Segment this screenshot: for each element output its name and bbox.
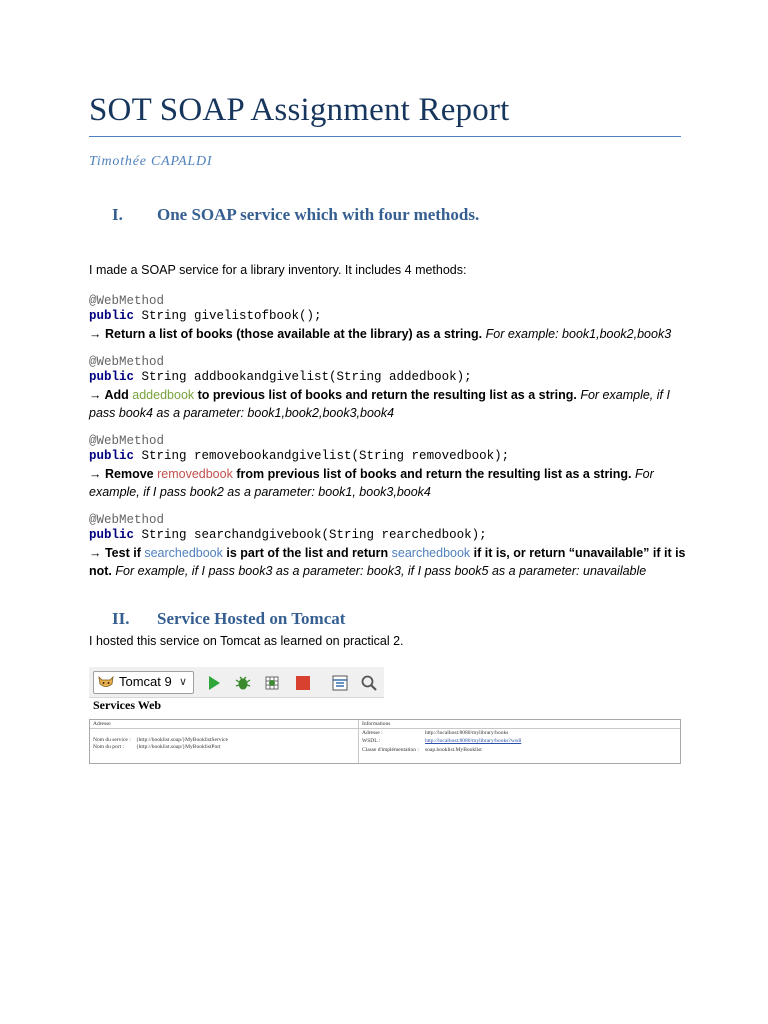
method-4-keyword: public (89, 528, 135, 542)
method-4-signature-text: String searchandgivebook(String rearchedbook); (134, 528, 487, 542)
section-1-heading (112, 205, 479, 225)
section-1-number: I. (112, 205, 123, 224)
method-4-param-highlight-1: searchedbook (144, 546, 223, 560)
services-table (89, 719, 681, 764)
arrow-icon: → (89, 327, 102, 341)
method-2-keyword: public (89, 370, 135, 384)
tomcat-screenshot (89, 667, 679, 763)
method-2-param-highlight: addedbook (132, 388, 195, 402)
impl-class-value: soap.booklist.MyBooklist (425, 747, 482, 753)
section-2-intro: I hosted this service on Tomcat as learned on practical 2. (89, 634, 404, 648)
method-3-desc-bold-1: Remove (101, 467, 158, 481)
method-4-description (89, 544, 689, 580)
method-1-annotation: @WebMethod (89, 294, 165, 308)
method-3-param-highlight: removedbook (157, 467, 233, 481)
method-4-param-highlight-2: searchedbook (391, 546, 471, 560)
method-1-signature-text: String givelistofbook(); (134, 309, 322, 323)
server-cat-icon (98, 675, 114, 689)
col-address-header: Adresse (93, 721, 111, 727)
method-1-keyword: public (89, 309, 135, 323)
method-3-signature-text: String removebookandgivelist(String removedbook); (134, 449, 510, 463)
method-3-annotation: @WebMethod (89, 434, 165, 448)
debug-icon[interactable] (234, 674, 252, 692)
address-value: http://localhost:8080/mylibrary/books (425, 730, 509, 736)
section-2-title: Service Hosted on Tomcat (157, 609, 346, 628)
port-name-value: {http://booklist.soap/}MyBooklistPort (136, 744, 221, 750)
section-1-title: One SOAP service which with four methods. (157, 205, 480, 224)
method-2-annotation: @WebMethod (89, 355, 165, 369)
address-label: Adresse : (362, 730, 383, 736)
method-2-desc-bold-1: Add (101, 388, 133, 402)
service-name-label: Nom du service : (93, 737, 131, 743)
services-web-title: Services Web (93, 698, 162, 712)
search-icon[interactable] (360, 674, 378, 692)
arrow-icon: → (89, 388, 102, 402)
author-name: Timothée CAPALDI (89, 154, 213, 169)
services-table-divider (358, 720, 359, 763)
method-2-signature-text: String addbookandgivelist(String addedbook); (134, 370, 472, 384)
stop-icon[interactable] (294, 674, 312, 692)
method-2-signature (89, 370, 689, 385)
method-3-signature (89, 449, 689, 464)
method-block-2 (89, 355, 689, 422)
method-4-desc-bold-2: is part of the list and return (222, 546, 392, 560)
method-1-description (89, 325, 689, 343)
server-select[interactable] (93, 671, 194, 694)
method-4-annotation: @WebMethod (89, 513, 165, 527)
impl-class-label: Classe d'implémentation : (362, 747, 419, 753)
wsdl-label: WSDL : (362, 738, 381, 744)
arrow-icon: → (89, 546, 102, 560)
method-4-desc-bold-1: Test if (101, 546, 145, 560)
section-2-heading (112, 609, 345, 629)
method-4-signature (89, 528, 689, 543)
method-3-desc-example: For example, if I pass book2 as a parameter: book1, book3,book4 (89, 467, 654, 499)
method-block-4 (89, 513, 689, 580)
method-1-desc-example: For example: book1,book2,book3 (482, 327, 672, 341)
method-1-desc-bold: Return a list of books (those available at the library) as a string. (101, 327, 483, 341)
profile-icon[interactable] (263, 674, 281, 692)
service-name-value: {http://booklist.soap/}MyBooklistService (136, 737, 228, 743)
method-3-keyword: public (89, 449, 135, 463)
section-1-intro: I made a SOAP service for a library inventory. It includes 4 methods: (89, 263, 467, 277)
col-info-header: Informations (362, 721, 391, 727)
document-title: SOT SOAP Assignment Report (89, 92, 510, 128)
run-icon[interactable] (205, 674, 223, 692)
method-4-desc-bold-3: if it is, or return “unavailable” if it is not. (89, 546, 686, 578)
title-underline (89, 136, 681, 137)
method-2-description (89, 386, 689, 422)
arrow-icon: → (89, 467, 102, 481)
section-2-number: II. (112, 609, 130, 628)
server-properties-icon[interactable] (331, 674, 349, 692)
method-block-3 (89, 434, 689, 501)
ide-toolbar (89, 667, 384, 698)
method-3-desc-bold-2: from previous list of books and return the resulting list as a string. (232, 467, 632, 481)
method-3-description (89, 465, 689, 501)
port-name-label: Nom du port : (93, 744, 125, 750)
method-block-1 (89, 294, 689, 343)
wsdl-link[interactable]: http://localhost:8080/mylibrary/books?wsdl (425, 738, 522, 744)
method-4-desc-example: For example, if I pass book3 as a parameter: book3, if I pass book5 as a parameter: unavailable (111, 564, 647, 578)
chevron-down-icon: ∨ (179, 676, 188, 688)
method-2-desc-example: For example, if I pass book4 as a parameter: book1,book2,book3,book4 (89, 388, 670, 420)
method-2-desc-bold-2: to previous list of books and return the resulting list as a string. (194, 388, 577, 402)
method-1-signature (89, 309, 689, 324)
server-select-value: Tomcat 9 (119, 674, 172, 689)
